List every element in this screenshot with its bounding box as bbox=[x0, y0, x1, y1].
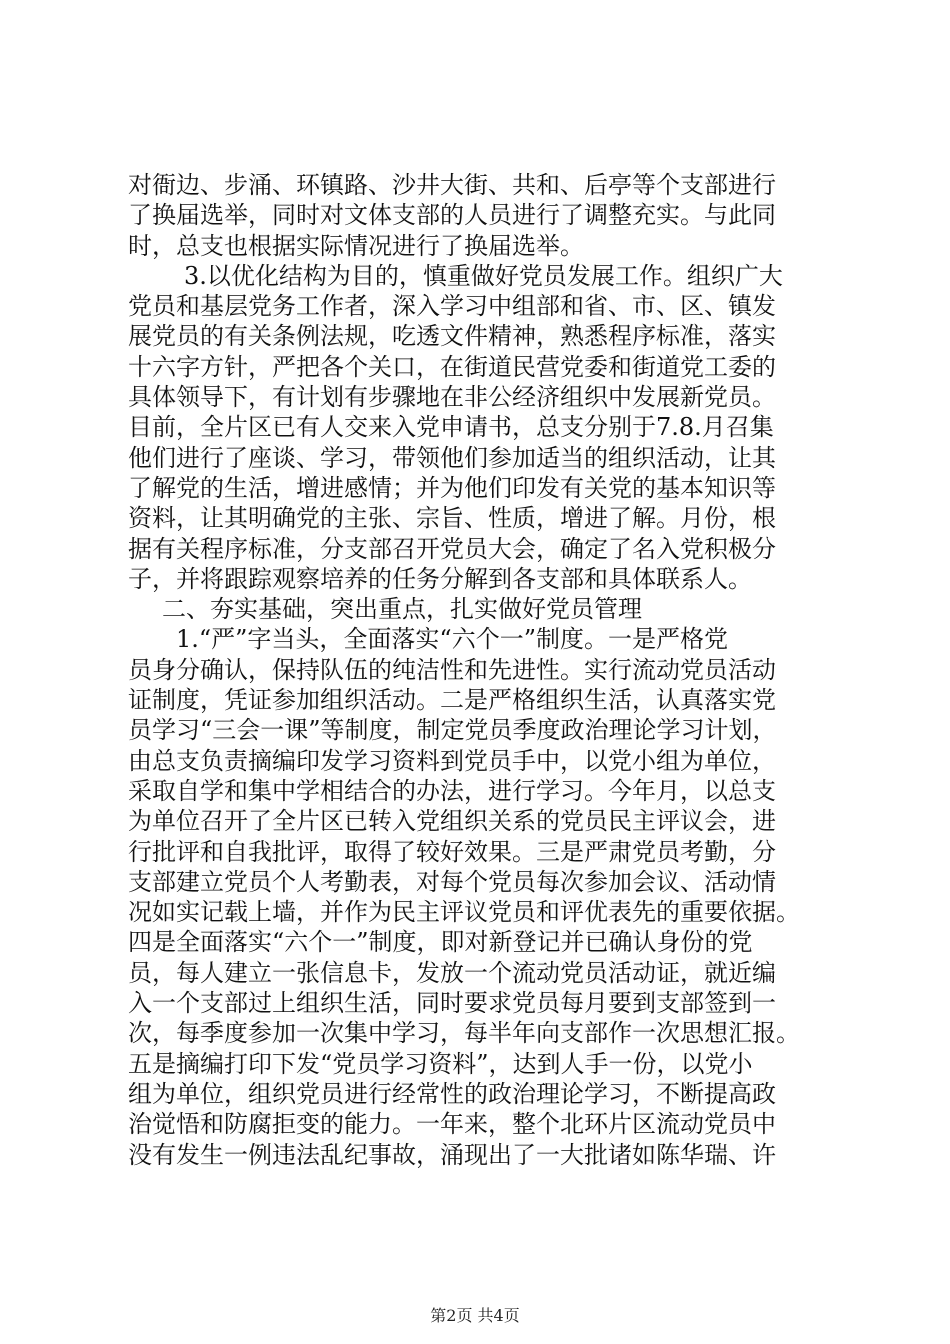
text-line: 四是全面落实“六个一”制度，即对新登记并已确认身份的党 bbox=[128, 928, 753, 957]
text-line: 十六字方针，严把各个关口，在街道民营党委和街道党工委的 bbox=[128, 352, 776, 381]
text-line: 资料，让其明确党的主张、宗旨、性质，增进了解。月份，根 bbox=[128, 504, 776, 533]
paragraph-start-line: 1.“严”字当头，全面落实“六个一”制度。一是严格党 bbox=[176, 625, 728, 654]
text-line: 证制度，凭证参加组织活动。二是严格组织生活，认真落实党 bbox=[128, 686, 776, 715]
text-line: 入一个支部过上组织生活，同时要求党员每月要到支部签到一 bbox=[128, 989, 776, 1018]
text-line: 次，每季度参加一次集中学习，每半年向支部作一次思想汇报。 bbox=[128, 1019, 800, 1048]
paragraph-start-line: 3.以优化结构为目的，慎重做好党员发展工作。组织广大 bbox=[184, 261, 783, 290]
text-line: 况如实记载上墙，并作为民主评议党员和评优表先的重要依据。 bbox=[128, 898, 800, 927]
text-line: 了换届选举，同时对文体支部的人员进行了调整充实。与此同 bbox=[128, 201, 776, 230]
text-line: 目前，全片区已有人交来入党申请书，总支分别于7.8.月召集 bbox=[128, 413, 774, 442]
text-line: 员学习“三会一课”等制度，制定党员季度政治理论学习计划， bbox=[128, 716, 777, 745]
text-line: 时，总支也根据实际情况进行了换届选举。 bbox=[128, 231, 584, 260]
text-line: 党员和基层党务工作者，深入学习中组部和省、市、区、镇发 bbox=[128, 292, 776, 321]
text-line: 没有发生一例违法乱纪事故，涌现出了一大批诸如陈华瑞、许 bbox=[128, 1140, 776, 1169]
text-line: 行批评和自我批评，取得了较好效果。三是严肃党员考勤，分 bbox=[128, 837, 776, 866]
text-line: 采取自学和集中学相结合的办法，进行学习。今年月，以总支 bbox=[128, 776, 776, 805]
text-line: 支部建立党员个人考勤表，对每个党员每次参加会议、活动情 bbox=[128, 867, 776, 896]
text-line: 员身分确认，保持队伍的纯洁性和先进性。实行流动党员活动 bbox=[128, 655, 776, 684]
text-line: 五是摘编打印下发“党员学习资料”，达到人手一份，以党小 bbox=[128, 1049, 753, 1078]
body-text bbox=[128, 170, 828, 1170]
page-footer: 第2页 共4页 bbox=[430, 1306, 520, 1325]
text-line: 他们进行了座谈、学习，带领他们参加适当的组织活动，让其 bbox=[128, 443, 776, 472]
text-line: 由总支负责摘编印发学习资料到党员手中，以党小组为单位， bbox=[128, 746, 776, 775]
text-line: 对衙边、步涌、环镇路、沙井大街、共和、后亭等个支部进行 bbox=[128, 171, 776, 199]
text-line: 具体领导下，有计划有步骤地在非公经济组织中发展新党员。 bbox=[128, 383, 776, 412]
text-line: 了解党的生活，增进感情；并为他们印发有关党的基本知识等 bbox=[128, 473, 776, 502]
text-line: 组为单位，组织党员进行经常性的政治理论学习，不断提高政 bbox=[128, 1079, 776, 1108]
text-line: 治觉悟和防腐拒变的能力。一年来，整个北环片区流动党员中 bbox=[128, 1110, 776, 1139]
text-line: 子，并将跟踪观察培养的任务分解到各支部和具体联系人。 bbox=[128, 564, 752, 593]
text-line: 展党员的有关条例法规，吃透文件精神，熟悉程序标准，落实 bbox=[128, 322, 776, 351]
text-line: 据有关程序标准，分支部召开党员大会，确定了名入党积极分 bbox=[128, 534, 776, 563]
text-line: 为单位召开了全片区已转入党组织关系的党员民主评议会，进 bbox=[128, 807, 776, 836]
text-line: 员，每人建立一张信息卡，发放一个流动党员活动证，就近编 bbox=[128, 958, 776, 987]
section-heading: 二、夯实基础，突出重点，扎实做好党员管理 bbox=[162, 595, 642, 624]
